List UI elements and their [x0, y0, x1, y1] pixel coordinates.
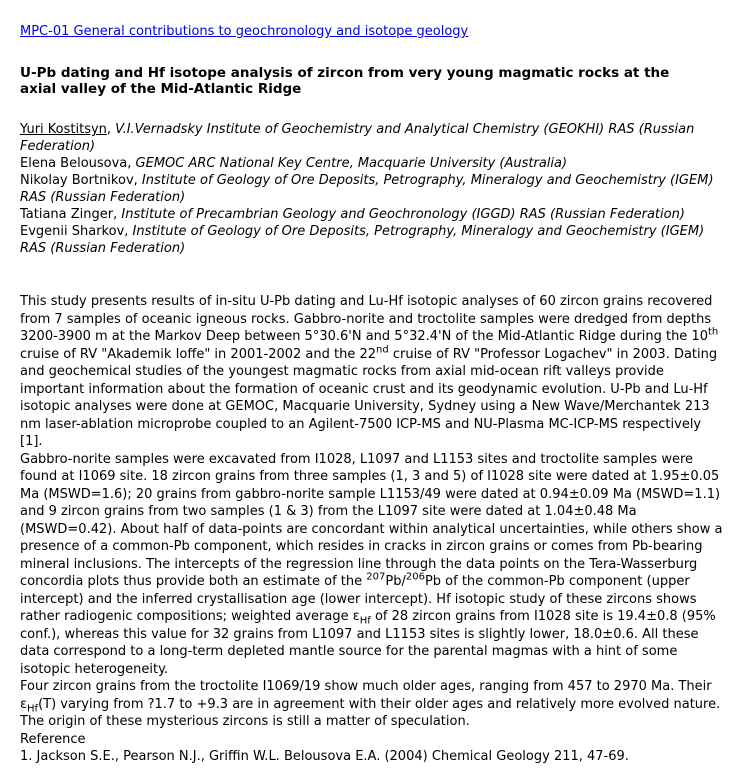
reference-heading: Reference	[20, 731, 86, 747]
subscript-text: Hf	[359, 615, 371, 627]
subscript-text: Hf	[27, 703, 39, 715]
author-name: Nikolay Bortnikov	[20, 173, 134, 188]
abstract-paragraph: Gabbro-norite samples were excavated from I1028, L1097 and L1153 sites and troctolite samples were found at I1069 site. 18 zircon grains from three samples (1, 3 and 5) of I1028 site were dated at 1.95±0.05 Ma (MSWD=1.6); 20 grains from gabbro-norite sample L1153/49 were dated at 0.94±0.09 Ma (MSWD=1.1) and 9 zircon grains from two samples (1 & 3) from the L1097 site were dated at 1.04±0.48 Ma (MSWD=0.42). About half of data-points are concordant within analytical uncertainties, while others show a presence of a common-Pb component, which resides in cracks in zircon grains or comes from Pb-bearing mineral inclusions. The intercepts of the regression line through the data points on the Tera-Wasserburg concordia plots thus provide both an estimate of the $^{207}$Pb/$^{206}$Pb of the common-Pb component (upper intercept) and the inferred crystallisation age (lower intercept). Hf isotopic study of these zircons shows rather radiogenic compositions; weighted average $\varepsilon_{Hf}$ of 28 zircon grains from I1028 site is 19.4±0.8 (95% conf.), whereas this value for 32 grains from L1097 and L1153 sites is slightly lower, 18.0±0.6. All these data correspond to a long-term depleted mantle source for the parental magmas with a hint of some isotopic heterogeneity.	[20, 451, 723, 677]
author-name: Evgenii Sharkov	[20, 224, 125, 239]
author-line: Tatiana Zinger, Institute of Precambrian Geology and Geochronology (IGGD) RAS (Russian Federation)	[20, 207, 685, 222]
author-name: Tatiana Zinger	[20, 207, 114, 222]
author-affiliation: Institute of Geology of Ore Deposits, Petrography, Mineralogy and Geochemistry (IGEM) RAS (Russian Federation)	[20, 224, 705, 256]
author-line: Evgenii Sharkov, Institute of Geology of Ore Deposits, Petrography, Mineralogy and Geochemistry (IGEM) RAS (Russian Federation)	[20, 224, 705, 256]
author-affiliation: Institute of Precambrian Geology and Geochronology (IGGD) RAS (Russian Federation)	[121, 207, 685, 222]
author-line: Nikolay Bortnikov, Institute of Geology of Ore Deposits, Petrography, Mineralogy and Geochemistry (IGEM) RAS (Russian Federation)	[20, 173, 714, 205]
session-link[interactable]: MPC-01 General contributions to geochronology and isotope geology	[20, 24, 469, 39]
paper-title: U-Pb dating and Hf isotope analysis of zircon from very young magmatic rocks at the axial valley of the Mid-Atlantic Ridge	[20, 65, 670, 97]
author-name: Elena Belousova	[20, 156, 128, 171]
author-affiliation: V.I.Vernadsky Institute of Geochemistry and Analytical Chemistry (GEOKHI) RAS (Russian Federation)	[20, 122, 695, 154]
superscript-text: 207	[366, 571, 386, 583]
author-line: Yuri Kostitsyn, V.I.Vernadsky Institute of Geochemistry and Analytical Chemistry (GEOKHI) RAS (Russian Federation)	[20, 122, 695, 154]
superscript-text: th	[707, 326, 719, 338]
author-name[interactable]: Yuri Kostitsyn	[20, 122, 107, 137]
abstract-paragraph: This study presents results of in-situ U-Pb dating and Lu-Hf isotopic analyses of 60 zircon grains recovered from 7 samples of oceanic igneous rocks. Gabbro-norite and troctolite samples were dredged from depths 3200-3900 m at the Markov Deep between 5°30.6'N and 5°32.4'N of the Mid-Atlantic Ridge during the 10th cruise of RV "Akademik Ioffe" in 2001-2002 and the 22nd cruise of RV "Professor Logachev" in 2003. Dating and geochemical studies of the youngest magmatic rocks from axial mid-ocean rift valleys provide important information about the formation of oceanic crust and its geodynamic evolution. U-Pb and Lu-Hf isotopic analyses were done at GEMOC, Macquarie University, Sydney using a New Wave/Merchantek 213 nm laser-ablation microprobe coupled to an Agilent-7500 ICP-MS and NU-Plasma MC-ICP-MS respectively [1].	[20, 294, 719, 449]
author-affiliation: Institute of Geology of Ore Deposits, Petrography, Mineralogy and Geochemistry (IGEM) RAS (Russian Federation)	[20, 173, 714, 205]
superscript-text: 206	[405, 571, 425, 583]
author-list	[20, 121, 727, 257]
author-affiliation: GEMOC ARC National Key Centre, Macquarie University (Australia)	[135, 156, 568, 171]
abstract-body	[20, 293, 727, 731]
superscript-text: nd	[376, 344, 389, 356]
author-line: Elena Belousova, GEMOC ARC National Key Centre, Macquarie University (Australia)	[20, 156, 568, 171]
abstract-paragraph: Four zircon grains from the troctolite I1069/19 show much older ages, ranging from 457 to 2970 Ma. Their $\varepsilon_{Hf}(T)$ varying from ?1.7 to +9.3 are in agreement with their older ages and relatively more evolved nature. The origin of these mysterious zircons is still a matter of speculation.	[20, 679, 721, 729]
abstract-section	[20, 293, 727, 766]
reference-item: 1. Jackson S.E., Pearson N.J., Griffin W.L. Belousova E.A. (2004) Chemical Geology 211, 47-69.	[20, 749, 629, 764]
